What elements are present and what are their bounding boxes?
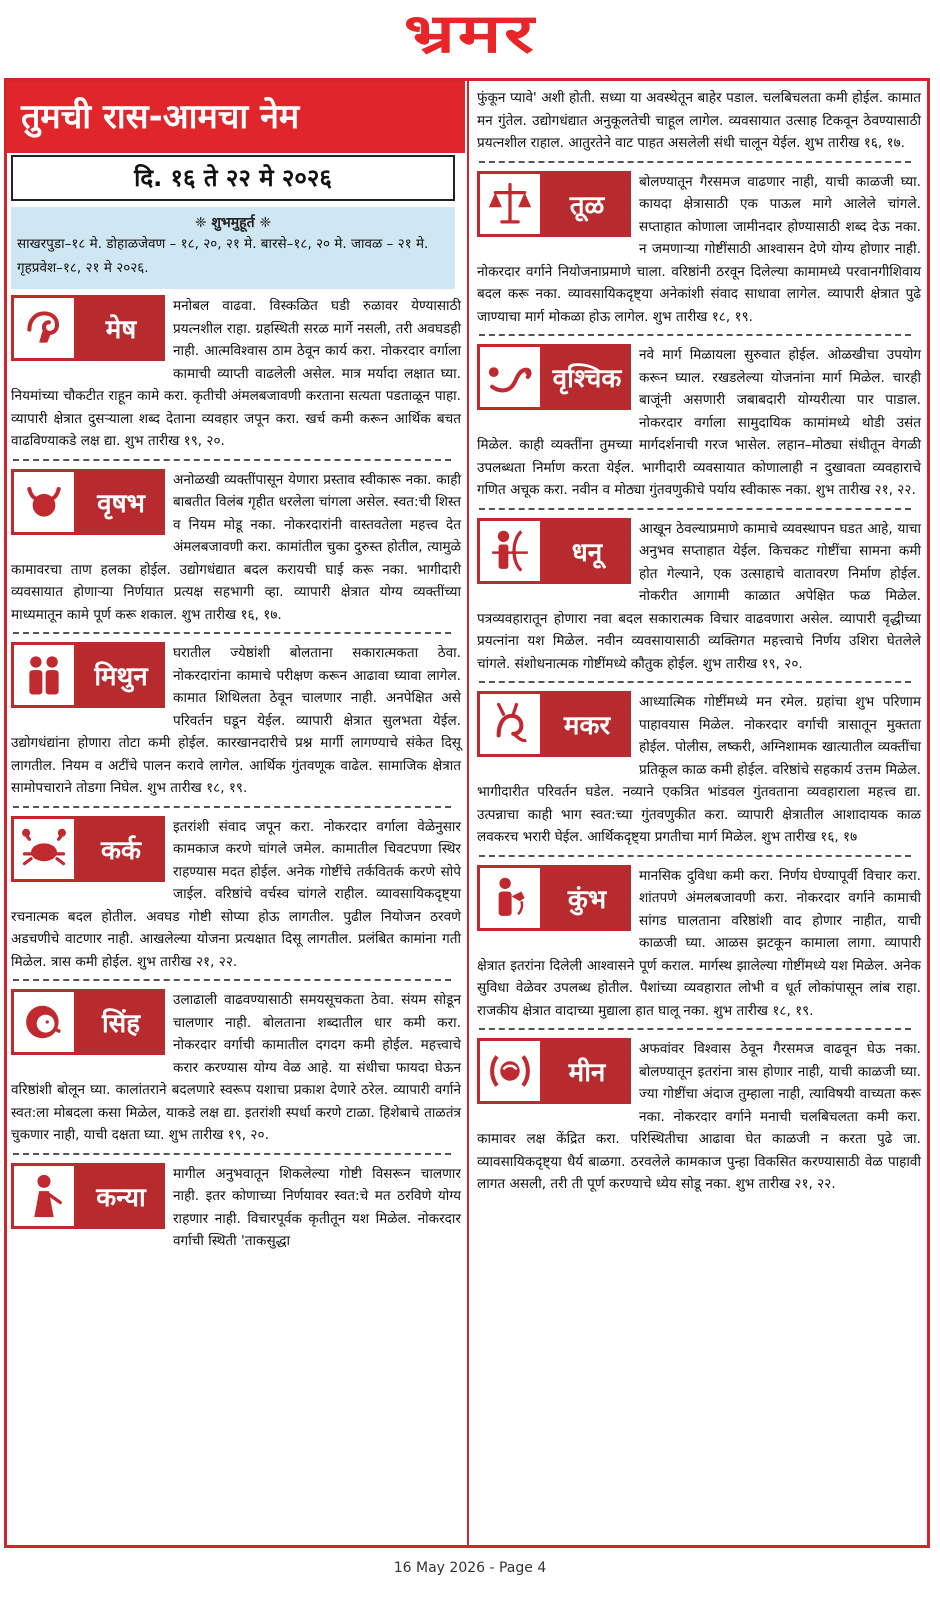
goat-icon — [477, 691, 543, 757]
dashed-separator — [13, 806, 451, 808]
dashed-separator — [479, 508, 911, 510]
zodiac-badge — [477, 1038, 631, 1104]
column-divider — [467, 81, 469, 1545]
twins-icon — [11, 642, 77, 708]
date-range: दि. १६ ते २२ मे २०२६ — [11, 155, 455, 201]
horoscope-page — [4, 78, 930, 1548]
zodiac-name: मिथुन — [77, 642, 165, 708]
zodiac-forecast-text: मागील अनुभवातून शिकलेल्या गोष्टी विसरून चालणार नाही. इतर कोणाच्या निर्णयावर स्वत:चे मत ठरविणे योग्य राहणार नाही. विचारपूर्वक कृतीतून यश मिळेल. नोकरदार वर्गाची स्थिती 'ताकसुद्धा — [173, 1165, 461, 1249]
zodiac-entry — [477, 865, 921, 1023]
zodiac-name: मीन — [543, 1038, 631, 1104]
dashed-separator — [13, 459, 451, 461]
zodiac-entry — [11, 642, 461, 800]
zodiac-name: धनू — [543, 518, 631, 584]
zodiac-entry — [11, 295, 461, 453]
zodiac-badge — [11, 816, 165, 882]
dashed-separator — [13, 979, 451, 981]
bull-icon — [11, 469, 77, 535]
water-bearer-icon — [477, 865, 543, 931]
dashed-separator — [479, 681, 911, 683]
section-title: तुमची रास-आमचा नेम — [21, 97, 300, 137]
dashed-separator — [479, 334, 911, 336]
zodiac-forecast-text: मानसिक दुविधा कमी करा. निर्णय घेण्यापूर्वी विचार करा. शांतपणे अंमलबजावणी करा. नोकरदार वर्गाने कामाची सांगड घालताना वरिष्ठांशी वाद होणार नाहीत, याची काळजी घ्या. आळस झटकून कामाला लागा. व्यापारी क्षेत्रात इतरांना दिलेली आश्वासने पूर्ण कराल. मार्गस्थ झालेल्या गोष्टींमध्ये यश मिळेल. अनेक सुविधा वेळेवर उपलब्ध होतील. पैशांच्या व्यवहारात लोभी व धूर्त लोकांपासून लांब राहा. राजकीय क्षेत्रात वादाच्या मुद्याला हात घालू नका. शुभ तारीख १८, १९. — [477, 867, 921, 1019]
right-sign-list — [473, 171, 925, 1196]
lion-icon — [11, 989, 77, 1055]
zodiac-badge — [11, 1163, 165, 1229]
zodiac-entry — [11, 816, 461, 974]
zodiac-entry — [11, 1163, 461, 1253]
dashed-separator — [479, 161, 911, 163]
zodiac-entry — [11, 989, 461, 1147]
scales-icon — [477, 171, 543, 237]
zodiac-name: कन्या — [77, 1163, 165, 1229]
zodiac-name: कर्क — [77, 816, 165, 882]
zodiac-badge — [477, 171, 631, 237]
maiden-icon — [11, 1163, 77, 1229]
zodiac-badge — [11, 469, 165, 535]
scorpion-icon — [477, 344, 543, 410]
zodiac-entry — [477, 1038, 921, 1196]
zodiac-entry — [477, 518, 921, 676]
zodiac-name: मेष — [77, 295, 165, 361]
dashed-separator — [13, 1153, 451, 1155]
zodiac-entry — [11, 469, 461, 627]
zodiac-forecast-text: अफवांवर विश्वास ठेवून गैरसमज वाढवून घेऊ नका. बोलण्यातून इतरांना त्रास होणार नाही, याची काळजी घ्या. ज्या गोष्टींचा अंदाज तुम्हाला नाही, त्याविषयी वाच्यता करू नका. नोकरदार वर्गाने मनाची चलबिचलता कमी करा. कामावर लक्ष केंद्रित करा. परिस्थितीचा आढावा घेत काळजी न करता पुढे जा. व्यावसायिकदृष्ट्या धैर्य बाळगा. ठरवलेले कामकाज पुन्हा विकसित करण्यासाठी वेळ पाहावी लागत असली, तरी ती पूर्ण करण्याचे ध्येय सोडू नका. शुभ तारीख २१, २२. — [477, 1041, 921, 1192]
zodiac-name: कुंभ — [543, 865, 631, 931]
zodiac-forecast-text: नवे मार्ग मिळायला सुरुवात होईल. ओळखीचा उपयोग करून घ्याल. रखडलेल्या योजनांना मार्ग मिळेल. चारही बाजूंनी असणारी जबाबदारी योग्यरीत्या पार पाडाल. नोकरदार वर्गाला सामुदायिक कामांमध्ये थोडी उसंत मिळेल. काही व्यक्तींना तुमच्या मार्गदर्शनाची गरज भासेल. लहान–मोठ्या संधीतून वेगळी उपलब्धता निर्माण करता येईल. भागीदारी व्यवसायात कोणालाही न दुखावता व्यवहाराचे गणित अचूक करा. नवीन व मोठ्या गुंतवणुकीचे पर्याय स्वीकारू नका. शुभ तारीख २१, २२. — [477, 347, 921, 498]
archer-icon — [477, 518, 543, 584]
zodiac-forecast-text: घरातील ज्येष्ठांशी बोलताना सकारात्मकता ठेवा. नोकरदारांना कामाचे परीक्षण करून आढावा घ्यावा लागेल. कामात शिथिलता ठेवून चालणार नाही. अनपेक्षित असे परिवर्तन घडून येईल. व्यापारी क्षेत्रात सुलभता येईल. उद्योगधंद्यांना होणारा तोटा कमी होईल. कारखानदारीचे प्रश्न मार्गी लागण्याचे संकेत दिसू लागतील. नियम व अटींचे पालन करावे लागेल. आर्थिक गुंतवणूक वाढेल. सामाजिक क्षेत्रात सामोपचाराने तोडगा निघेल. शुभ तारीख १८, १९. — [11, 645, 461, 796]
left-column — [7, 81, 465, 1253]
zodiac-forecast-text: मनोबल वाढवा. विस्कळित घडी रुळावर येण्यासाठी प्रयत्नशील राहा. ग्रहस्थिती सरळ मार्गे नसली, तरी अवघडही नाही. आत्मविश्वास ठाम ठेवून कार्य करा. नोकरदार वर्गाला कामाची व्याप्ती वाढलेली असेल. मात्र मर्यादा लक्षात घ्या. नियमांच्या चौकटीत राहून कामे करा. कृतीची अंमलबजावणी करताना सत्यता पडताळून पाहा. व्यापारी क्षेत्रात दुसऱ्याला शब्द देताना व्यवहार जपून करा. खर्च कमी करून आर्थिक बचत वाढविण्याकडे लक्ष द्या. शुभ तारीख १९, २०. — [11, 298, 461, 449]
zodiac-entry — [477, 344, 921, 502]
zodiac-entry — [477, 691, 921, 849]
zodiac-badge — [477, 344, 631, 410]
dashed-separator — [479, 1028, 911, 1030]
zodiac-badge — [477, 518, 631, 584]
zodiac-forecast-text: इतरांशी संवाद जपून करा. नोकरदार वर्गाला वेळेनुसार कामकाज करणे चांगले जमेल. कामातील चिवटपणा स्थिर राहण्यास मदत होईल. अनेक गोष्टींचे तर्कवितर्क करणे सोपे जाईल. वरिष्ठांचे वर्चस्व चांगले राहील. व्यावसायिकदृष्ट्या रचनात्मक बदल होतील. अवघड गोष्टी सोप्या होऊ लागतील. पुढील नियोजन ठरवणे अडचणीचे वाटणार नाही. आखलेल्या योजना प्रत्यक्षात दिसू लागतील. प्रलंबित कामांना गती मिळेल. त्रास कमी होईल. शुभ तारीख २१, २२. — [11, 818, 461, 970]
auspicious-dates-heading: ❈ शुभमुहूर्त ❈ — [194, 215, 272, 231]
masthead — [0, 0, 940, 68]
zodiac-name: तूळ — [543, 171, 631, 237]
auspicious-dates-text: साखरपुडा–१८ मे. डोहाळजेवण – १८, २०, २१ मे. बारसे–१८, २० मे. जावळ – २१ मे. गृहप्रवेश–१८, २१ मे २०२६. — [17, 236, 429, 276]
zodiac-badge — [477, 865, 631, 931]
zodiac-name: वृश्चिक — [543, 344, 631, 410]
page-footer: 16 May 2026 - Page 4 — [393, 1560, 547, 1576]
section-banner — [7, 81, 465, 153]
continued-text-block — [477, 87, 921, 155]
zodiac-badge — [11, 295, 165, 361]
zodiac-name: सिंह — [77, 989, 165, 1055]
zodiac-entry — [477, 171, 921, 329]
zodiac-name: वृषभ — [77, 469, 165, 535]
zodiac-badge — [11, 989, 165, 1055]
crab-icon — [11, 816, 77, 882]
left-sign-list — [7, 295, 465, 1253]
zodiac-forecast-text: बोलण्यातून गैरसमज वाढणार नाही, याची काळजी घ्या. कायदा क्षेत्रासाठी एक पाऊल मागे आलेले चांगले. सप्ताहात कोणाला जामीनदार होण्यासाठी शब्द देऊ नका. न जमणाऱ्या गोष्टींसाठी आश्वासन देणे योग्य होणार नाही. नोकरदार वर्गाने नियोजनाप्रमाणे चाला. वरिष्ठांनी ठरवून दिलेल्या कामामध्ये परवानगीशिवाय बदल करू नका. व्यावसायिकदृष्ट्या अनेकांशी संवाद साधावा लागेल. व्यापारी क्षेत्रात पुढे जाण्याचा मार्ग मोकळा होऊ लागेल. शुभ तारीख १८, १९. — [477, 173, 921, 325]
zodiac-name: मकर — [543, 691, 631, 757]
auspicious-dates-box — [11, 207, 455, 289]
dashed-separator — [479, 855, 911, 857]
ram-icon — [11, 295, 77, 361]
zodiac-forecast-text: आध्यात्मिक गोष्टींमध्ये मन रमेल. ग्रहांचा शुभ परिणाम पाहावयास मिळेल. नोकरदार वर्गाची त्रासातून मुक्तता होईल. पोलीस, लष्करी, अग्निशामक खात्यातील व्यक्तींचा प्रतिकूल काळ कमी होईल. वरिष्ठांचे सहकार्य उत्तम मिळेल. भागीदारीत परिवर्तन घडेल. नव्याने एकत्रित भांडवल गुंतवताना व्यवहाराला महत्त्व द्या. उत्पन्नाचा काही भाग स्वत:च्या गुंतवणुकीत करा. व्यापारी क्षेत्रातील आशादायक काळ लवकरच भरारी घेईल. आर्थिकदृष्ट्या प्रगतीचा मार्ग मिळेल. शुभ तारीख १६, १७ — [477, 694, 921, 845]
zodiac-forecast-text: उलाढाली वाढवण्यासाठी समयसूचकता ठेवा. संयम सोडून चालणार नाही. बोलताना शब्दातील धार कमी करा. नोकरदार वर्गाची कामातील दगदग कमी होईल. महत्त्वाचे करार करण्यास योग्य वेळ आहे. या संधीचा फायदा घेऊन वरिष्ठांशी बोलून घ्या. कालांतराने बदलणारे स्वरूप यशाचा प्रकाश देणारे ठरेल. व्यापारी वर्गाने स्वत:ला मोबदला कसा मिळेल, याकडे लक्ष द्या. इतरांशी स्पर्धा करणे टाळा. हिशेबाचे ताळतंत्र चुकणार नाही, याची दक्षता घ्या. शुभ तारीख १९, २०. — [11, 992, 461, 1143]
zodiac-forecast-text: अनोळखी व्यक्तींपासून येणारा प्रस्ताव स्वीकारू नका. काही बाबतीत विलंब गृहीत धरलेला चांगला असेल. स्वत:ची शिस्त व नियम मोडू नका. नोकरदारांनी वास्तवतेला महत्त्व देत अंमलबजावणी करा. कामांतील चुका दुरुस्त होतील, त्यामुळे कामावरचा ताण हलका होईल. उद्योगधंद्यात बदल करायची घाई करू नका. भागीदारी व्यवसायात होणाऱ्या निर्णयात प्रत्यक्ष सहभागी व्हा. व्यापारी क्षेत्रात योग्य व्यक्तींच्या माध्यमातून कामे पूर्ण करू शकाल. शुभ तारीख १६, १७. — [11, 471, 461, 623]
dashed-separator — [13, 632, 451, 634]
newspaper-logo: भ्रमर — [403, 2, 537, 65]
zodiac-badge — [11, 642, 165, 708]
zodiac-forecast-text: आखून ठेवल्याप्रमाणे कामाचे व्यवस्थापन घडत आहे, याचा अनुभव सप्ताहात येईल. किचकट गोष्टींचा सामना कमी होत गेल्याने, एक उत्साहाचे वातावरण निर्माण होईल. नोकरीत आगामी काळात अपेक्षित फळ मिळेल. पत्रव्यवहारातून होणारा नवा बदल सकारात्मक विचार वाढवणारा असेल. व्यापारी वृद्धीच्या प्रयत्नांना यश मिळेल. नवीन व्यवसायासाठी व्यक्तिगत महत्त्वाचे निर्णय उशिरा घेतलेले चांगले. संशोधनात्मक गोष्टींमध्ये कौतुक होईल. शुभ तारीख १९, २०. — [477, 520, 921, 672]
right-column — [473, 87, 925, 1196]
fish-icon — [477, 1038, 543, 1104]
zodiac-badge — [477, 691, 631, 757]
continued-text: फुंकून प्यावे' अशी होती. सध्या या अवस्थेतून बाहेर पडाल. चलबिचलता कमी होईल. कामात मन गुंतेल. उद्योगधंद्यात अनुकूलतेची चाहूल लागेल. व्यवसायात उत्साह टिकवून ठेवण्यासाठी प्रयत्नशील राहाल. आतुरतेने वाट पाहत असलेली संधी चालून येईल. शुभ तारीख १६, १७. — [477, 90, 921, 151]
